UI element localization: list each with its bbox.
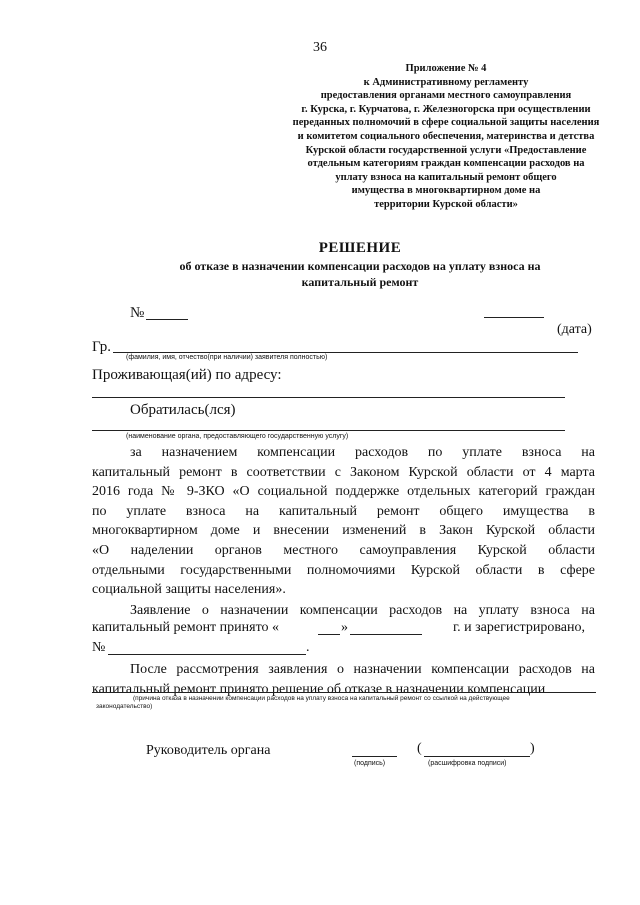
paragraph-line: социальной защиты населения». [92, 582, 286, 598]
organ-field[interactable] [92, 430, 565, 431]
signature-field[interactable] [352, 756, 397, 757]
name-decoding-caption: (расшифровка подписи) [428, 760, 507, 767]
appendix-header [272, 62, 620, 212]
subtitle-line: об отказе в назначении компенсации расходов на уплату взноса на [179, 259, 541, 273]
paragraph-line: «О наделении органов местного самоуправления Курской области [92, 542, 595, 558]
name-decoding-field[interactable] [424, 756, 530, 757]
signature-caption: (подпись) [354, 760, 386, 767]
paragraph-line: капитальный ремонт принято решение об отказе в назначении компенсации [92, 681, 546, 697]
applied-label: Обратилась(лся) [130, 402, 236, 418]
citizen-name-field[interactable] [113, 352, 578, 353]
registration-month-field[interactable] [350, 634, 422, 635]
paragraph-line: по уплате взноса на капитальный ремонт общего имущества в [92, 503, 595, 519]
appendix-line: имущества в многоквартирном доме на [351, 185, 541, 197]
subtitle-line: капитальный ремонт [301, 275, 419, 289]
appendix-line: отдельным категориям граждан компенсации расходов на [307, 158, 585, 170]
document-title: РЕШЕНИЕ [318, 240, 402, 256]
name-open-paren: ( [417, 741, 422, 756]
registration-line-start: капитальный ремонт принято « [92, 620, 280, 635]
paragraph-decision [92, 660, 595, 699]
registration-line-end: г. и зарегистрировано, [453, 620, 585, 635]
paragraph-line: капитальный ремонт в соответствии с Законом Курской области от 4 марта [92, 464, 595, 480]
registration-quote: » [341, 620, 348, 635]
appendix-line: к Административному регламенту [363, 76, 529, 88]
appendix-line: г. Курска, г. Курчатова, г. Железногорска при осуществлении [301, 103, 591, 115]
appendix-line: и комитетом социального обеспечения, материнства и детства [297, 130, 595, 142]
number-label: № [130, 305, 145, 321]
address-label: Проживающая(ий) по адресу: [92, 367, 282, 383]
page-number: 36 [313, 40, 327, 55]
citizen-label: Гр. [92, 339, 111, 355]
appendix-line: уплату взноса на капитальный ремонт общего [335, 171, 557, 183]
registration-period: . [306, 640, 310, 655]
address-field[interactable] [92, 397, 565, 398]
paragraph-line: отдельными государственными полномочиями Курской области в сфере [92, 562, 595, 578]
appendix-line: Курской области государственной услуги «Предоставление [305, 144, 587, 156]
head-of-organ-label: Руководитель органа [146, 743, 271, 758]
citizen-caption: (фамилия, имя, отчество(при наличии) заявителя полностью) [126, 354, 328, 361]
registration-number-label: № [92, 640, 106, 655]
paragraph-line: Заявление о назначении компенсации расходов на уплату взноса на [130, 603, 595, 618]
paragraph-application [92, 601, 595, 621]
date-field[interactable] [484, 317, 544, 318]
paragraph-line: После рассмотрения заявления о назначении компенсации расходов на [130, 662, 595, 677]
organ-caption: (наименование органа, предоставляющего государственную услугу) [126, 433, 349, 440]
name-close-paren: ) [530, 741, 535, 756]
registration-day-field[interactable] [318, 634, 340, 635]
reason-field[interactable] [92, 692, 596, 693]
appendix-line: переданных полномочий в сфере социальной защиты населения [292, 117, 600, 129]
number-field[interactable] [146, 319, 188, 320]
registration-number-field[interactable] [108, 654, 306, 655]
paragraph-basis [92, 443, 595, 600]
paragraph-line: за назначением компенсации расходов по уплате взноса на [130, 445, 595, 460]
document-subtitle [0, 258, 640, 290]
paragraph-line: 2016 года № 9-ЗКО «О социальной поддержке отдельных категорий граждан [92, 484, 595, 500]
appendix-line: Приложение № 4 [405, 63, 487, 74]
appendix-line: предоставления органами местного самоуправления [320, 90, 572, 102]
reason-caption: (причина отказа в назначении компенсации расходов на уплату взноса на капитальный ремонт со ссылкой на действующее [133, 695, 510, 702]
appendix-line: территории Курской области» [374, 198, 518, 210]
date-label: (дата) [557, 322, 592, 337]
paragraph-line: многоквартирном доме и внесении изменений в Закон Курской области [92, 523, 595, 539]
reason-caption-cont: законодательство) [96, 703, 153, 710]
